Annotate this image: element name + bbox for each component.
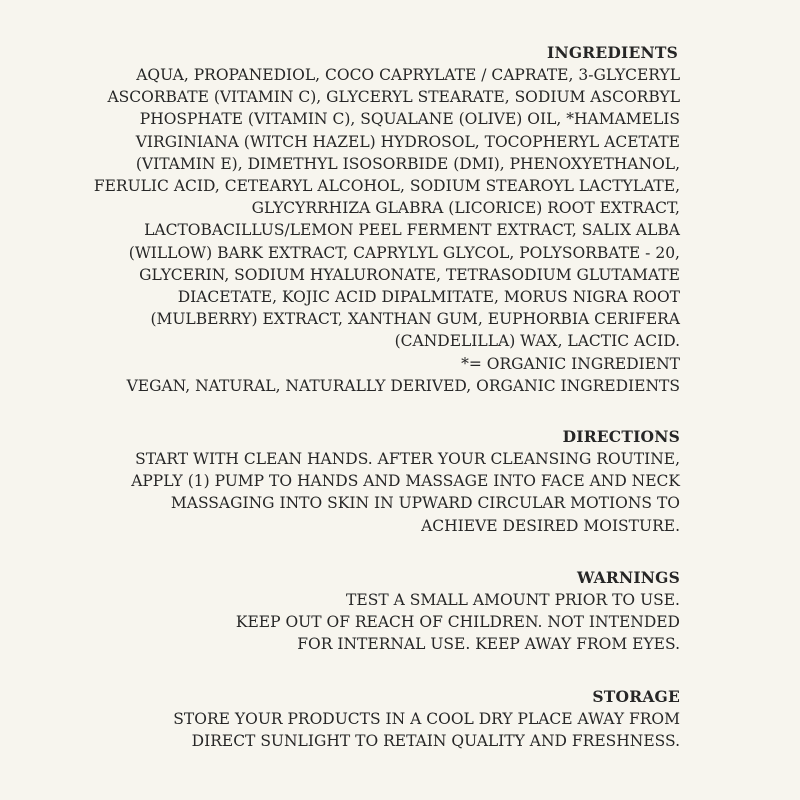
ingredients-line: (CANDELILLA) WAX, LACTIC ACID. xyxy=(394,332,680,351)
ingredients-line: LACTOBACILLUS/LEMON PEEL FERMENT EXTRACT, SALIX ALBA xyxy=(144,221,680,240)
directions-line: START WITH CLEAN HANDS. AFTER YOUR CLEANSING ROUTINE, xyxy=(135,450,680,468)
ingredients-section xyxy=(60,42,680,397)
storage-line: STORE YOUR PRODUCTS IN A COOL DRY PLACE AWAY FROM xyxy=(173,710,680,728)
ingredients-heading: INGREDIENTS xyxy=(547,43,678,62)
ingredients-line: GLYCYRRHIZA GLABRA (LICORICE) ROOT EXTRACT, xyxy=(251,199,680,218)
ingredients-line: GLYCERIN, SODIUM HYALURONATE, TETRASODIUM GLUTAMATE xyxy=(139,265,680,284)
warnings-heading: WARNINGS xyxy=(577,568,680,587)
ingredient-claims-line: VEGAN, NATURAL, NATURALLY DERIVED, ORGANIC INGREDIENTS xyxy=(126,376,680,395)
ingredients-line: (WILLOW) BARK EXTRACT, CAPRYLYL GLYCOL, POLYSORBATE - 20, xyxy=(128,243,680,262)
ingredients-line: (MULBERRY) EXTRACT, XANTHAN GUM, EUPHORBIA CERIFERA xyxy=(150,310,680,329)
storage-heading: STORAGE xyxy=(592,687,680,706)
directions-heading: DIRECTIONS xyxy=(562,427,680,446)
ingredients-line: ASCORBATE (VITAMIN C), GLYCERYL STEARATE, SODIUM ASCORBYL xyxy=(107,88,680,107)
ingredients-line: DIACETATE, KOJIC ACID DIPALMITATE, MORUS NIGRA ROOT xyxy=(177,288,680,307)
directions-section xyxy=(60,426,680,537)
warnings-section xyxy=(60,567,680,656)
ingredients-line: (VITAMIN E), DIMETHYL ISOSORBIDE (DMI), PHENOXYETHANOL, xyxy=(135,154,680,173)
warnings-line: KEEP OUT OF REACH OF CHILDREN. NOT INTENDED xyxy=(235,613,680,632)
directions-line: ACHIEVE DESIRED MOISTURE. xyxy=(421,516,680,535)
ingredients-line: FERULIC ACID, CETEARYL ALCOHOL, SODIUM STEAROYL LACTYLATE, xyxy=(93,177,680,196)
directions-line: APPLY (1) PUMP TO HANDS AND MASSAGE INTO FACE AND NECK xyxy=(131,472,680,491)
ingredients-line: VIRGINIANA (WITCH HAZEL) HYDROSOL, TOCOPHERYL ACETATE xyxy=(135,132,680,151)
storage-line: DIRECT SUNLIGHT TO RETAIN QUALITY AND FRESHNESS. xyxy=(191,732,680,751)
directions-line: MASSAGING INTO SKIN IN UPWARD CIRCULAR MOTIONS TO xyxy=(170,494,680,513)
organic-ingredient-note: *= ORGANIC INGREDIENT xyxy=(461,354,680,373)
warnings-line: FOR INTERNAL USE. KEEP AWAY FROM EYES. xyxy=(297,635,680,654)
storage-section xyxy=(60,686,680,752)
warnings-line: TEST A SMALL AMOUNT PRIOR TO USE. xyxy=(346,591,680,609)
ingredients-line: PHOSPHATE (VITAMIN C), SQUALANE (OLIVE) OIL, *HAMAMELIS xyxy=(139,110,680,129)
ingredients-line: AQUA, PROPANEDIOL, COCO CAPRYLATE / CAPRATE, 3-GLYCERYL xyxy=(136,66,680,84)
